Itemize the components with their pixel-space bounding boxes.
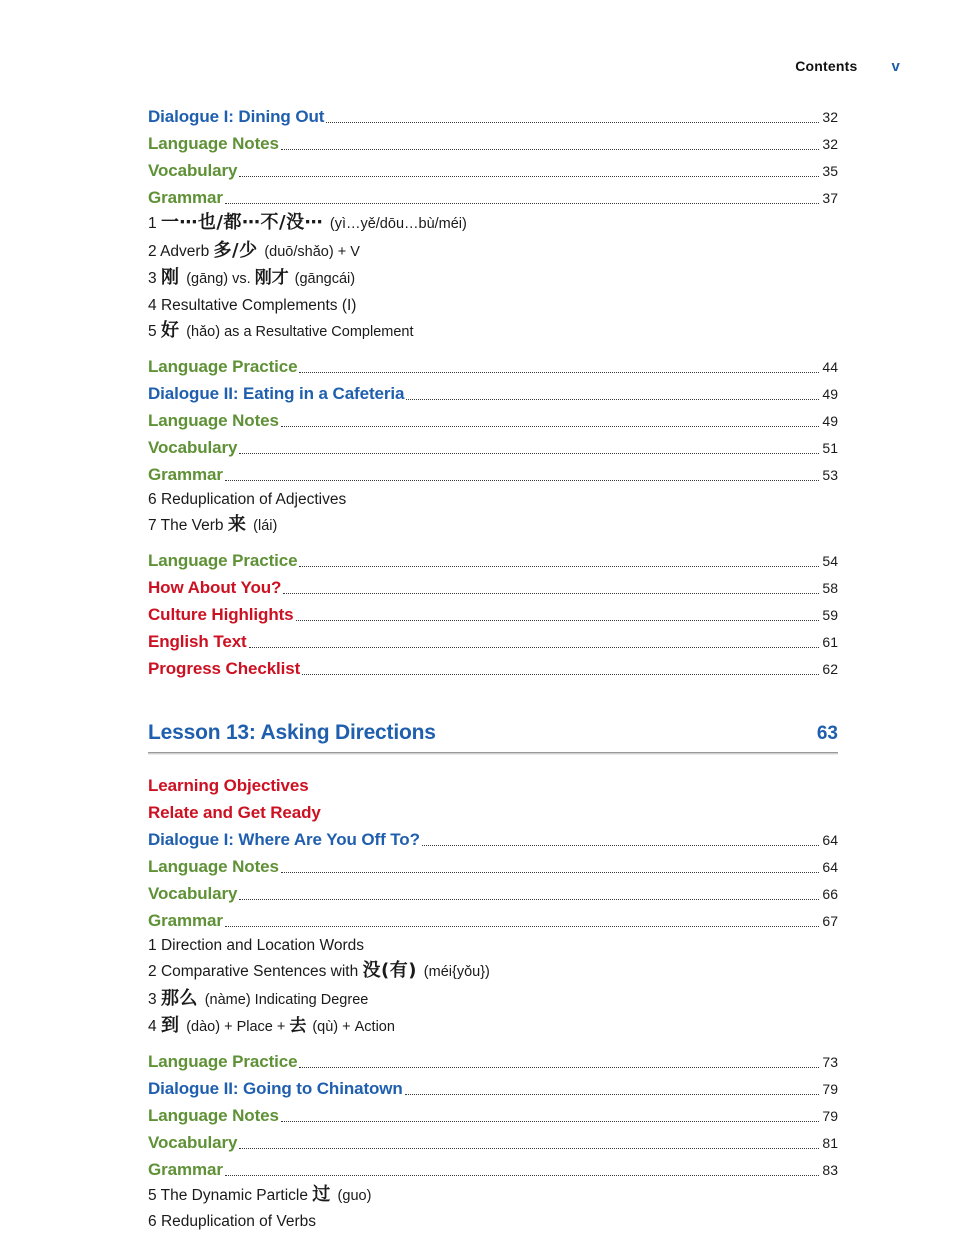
toc-leader-dots — [296, 619, 819, 621]
toc-leader-dots — [239, 1147, 819, 1149]
grammar-item-text: The Dynamic Particle — [160, 1186, 313, 1204]
toc-entry-title: Relate and Get Ready — [148, 802, 321, 822]
grammar-item-number: 3 — [148, 990, 161, 1008]
grammar-item-text: Direction and Location Words — [160, 936, 364, 954]
toc-entry-title: English Text — [148, 631, 247, 651]
toc-entry-vocabulary[interactable] — [148, 431, 838, 458]
toc-entry-page-number: 79 — [822, 1080, 838, 1097]
grammar-list-lesson13-b — [148, 1182, 838, 1235]
toc-leader-dots — [225, 202, 819, 204]
grammar-item-number: 5 — [148, 323, 161, 340]
toc-entry-title: Grammar — [148, 1159, 223, 1179]
toc-entry-page-number: 79 — [822, 1107, 838, 1124]
toc-entry-page-number: 32 — [822, 109, 838, 125]
toc-entry-title: Grammar — [148, 188, 223, 207]
toc-entry-title: Learning Objectives — [148, 775, 309, 795]
toc-group-lesson13-top — [148, 769, 838, 931]
toc-entry-title: Dialogue I: Where Are You Off To? — [148, 829, 420, 849]
grammar-item-4 — [148, 1013, 838, 1041]
grammar-item-number: 1 — [148, 936, 161, 954]
running-head — [795, 58, 900, 75]
toc-leader-dots — [225, 479, 819, 481]
toc-entry-language-notes[interactable] — [148, 404, 838, 431]
toc-entry-relate-and-get-ready[interactable] — [148, 796, 838, 823]
grammar-item-4 — [148, 293, 838, 319]
toc-entry-page-number: 37 — [822, 190, 838, 206]
toc-entry-page-number: 35 — [822, 163, 838, 179]
grammar-item-number: 4 — [148, 1018, 161, 1035]
toc-entry-title: Grammar — [148, 910, 223, 930]
toc-leader-dots — [239, 898, 819, 900]
toc-entry-how-about-you[interactable] — [148, 571, 838, 598]
grammar-item-hanzi: 那么 — [160, 987, 205, 1009]
toc-entry-grammar[interactable] — [148, 181, 838, 208]
grammar-item-2 — [148, 238, 838, 266]
toc-entry-grammar[interactable] — [148, 904, 838, 931]
toc-group-lesson13-mid — [148, 1045, 838, 1180]
toc-leader-dots — [326, 121, 819, 123]
toc-entry-title: Dialogue II: Eating in a Cafeteria — [148, 383, 405, 403]
toc-leader-dots — [302, 673, 819, 675]
toc-entry-grammar[interactable] — [148, 1153, 838, 1180]
toc-leader-dots — [311, 791, 819, 792]
grammar-item-hanzi: 一⋯也/都⋯不/没⋯ — [160, 212, 330, 233]
toc-leader-dots — [406, 398, 819, 400]
toc-entry-page-number: 53 — [822, 466, 838, 483]
lesson-13-heading[interactable] — [148, 721, 838, 745]
toc-entry-page-number: 83 — [822, 1161, 838, 1178]
toc-leader-dots — [405, 1093, 819, 1095]
toc-leader-dots — [249, 646, 819, 648]
toc-entry-language-notes[interactable] — [148, 127, 838, 154]
grammar-item-number: 7 — [148, 517, 161, 534]
toc-leader-dots — [281, 1120, 819, 1122]
toc-entry-title: Grammar — [148, 464, 223, 484]
toc-group-lesson12-part2 — [148, 350, 838, 485]
toc-leader-dots — [239, 452, 819, 454]
toc-leader-dots — [225, 925, 819, 927]
toc-entry-page-number: 32 — [822, 136, 838, 152]
toc-entry-language-notes[interactable] — [148, 1099, 838, 1126]
grammar-item-pinyin: (méi{yǒu}) — [423, 964, 490, 980]
toc-entry-title: Language Notes — [148, 134, 279, 153]
grammar-item-pinyin: (gāng) vs. — [186, 271, 255, 287]
lesson-13-block — [148, 721, 838, 755]
toc-entry-language-practice[interactable] — [148, 350, 838, 377]
grammar-list-lesson12-a — [148, 210, 838, 346]
grammar-item-pinyin-2: (gāngcái) — [294, 271, 356, 287]
grammar-item-6 — [148, 1209, 838, 1235]
toc-entry-page-number: 67 — [822, 912, 838, 929]
grammar-item-hanzi: 到 — [160, 1015, 187, 1036]
toc-leader-dots — [299, 565, 819, 567]
toc-entry-title: Progress Checklist — [148, 658, 301, 678]
toc-leader-dots — [422, 844, 819, 846]
lesson-13-title: Lesson 13: Asking Directions — [148, 720, 436, 744]
toc-entry-dialogue-i-where-are-you-off-to[interactable] — [148, 823, 838, 850]
toc-entry-title: Language Notes — [148, 410, 279, 430]
toc-entry-page-number: 66 — [822, 885, 838, 902]
toc-entry-title: Language Practice — [148, 1051, 298, 1071]
grammar-item-1 — [148, 933, 838, 959]
toc-leader-dots — [323, 818, 819, 819]
toc-leader-dots — [283, 592, 819, 594]
toc-entry-dialogue-i-dining-out[interactable] — [148, 100, 838, 127]
grammar-item-hanzi-2: 去 — [289, 1016, 313, 1036]
grammar-item-text: Resultative Complements (I) — [160, 296, 357, 314]
toc-entry-grammar[interactable] — [148, 458, 838, 485]
toc-leader-dots — [299, 1066, 819, 1068]
toc-entry-page-number: 51 — [822, 439, 838, 456]
toc-entry-culture-highlights[interactable] — [148, 598, 838, 625]
toc-entry-title: Dialogue I: Dining Out — [148, 107, 325, 126]
toc-entry-vocabulary[interactable] — [148, 877, 838, 904]
toc-entry-page-number: 49 — [822, 385, 838, 402]
grammar-item-pinyin: (lái) — [253, 518, 278, 534]
toc-entry-page-number: 58 — [822, 579, 838, 596]
toc-entry-title: Vocabulary — [148, 883, 238, 903]
toc-entry-page-number: 64 — [822, 858, 838, 875]
grammar-item-number: 6 — [148, 490, 161, 508]
grammar-item-hanzi: 多/少 — [213, 239, 265, 261]
toc-entry-title: Culture Highlights — [148, 604, 294, 624]
grammar-item-text: Adverb — [160, 242, 214, 260]
toc-entry-title: Vocabulary — [148, 1132, 238, 1152]
toc-entry-title: Language Notes — [148, 1105, 279, 1125]
toc-entry-learning-objectives[interactable] — [148, 769, 838, 796]
running-head-label: Contents — [795, 58, 858, 74]
grammar-item-number: 4 — [148, 296, 161, 314]
toc-entry-vocabulary[interactable] — [148, 1126, 838, 1153]
toc-entry-page-number: 73 — [822, 1053, 838, 1070]
grammar-item-text: Reduplication of Adjectives — [160, 490, 347, 508]
grammar-item-number: 5 — [148, 1186, 161, 1204]
grammar-item-text: The Verb — [160, 517, 228, 534]
toc-leader-dots — [281, 425, 819, 427]
toc-entry-vocabulary[interactable] — [148, 154, 838, 181]
grammar-item-5 — [148, 1182, 838, 1210]
toc-entry-title: Vocabulary — [148, 437, 238, 457]
grammar-item-hanzi-2: 刚才 — [254, 268, 295, 288]
toc-entry-page-number: 62 — [822, 660, 838, 677]
grammar-item-hanzi: 过 — [312, 1183, 338, 1205]
grammar-item-pinyin: (guo) — [337, 1187, 372, 1204]
toc-entry-title: Dialogue II: Going to Chinatown — [148, 1078, 403, 1098]
toc-entry-title: How About You? — [148, 577, 282, 597]
grammar-list-lesson12-b — [148, 487, 838, 540]
grammar-item-pinyin-2: (qù) + Action — [312, 1019, 395, 1035]
toc-entry-page-number: 59 — [822, 606, 838, 623]
toc-entry-title: Language Practice — [148, 550, 298, 570]
grammar-item-2 — [148, 958, 838, 986]
toc-entry-language-practice[interactable] — [148, 1045, 838, 1072]
toc-leader-dots — [225, 1174, 819, 1176]
grammar-item-number: 3 — [148, 270, 161, 287]
grammar-item-text: Comparative Sentences with — [160, 963, 363, 980]
lesson-13-page-number: 63 — [816, 722, 838, 744]
toc-group-lesson12-part3 — [148, 544, 838, 679]
toc-entry-title: Vocabulary — [148, 161, 238, 180]
grammar-item-3 — [148, 265, 838, 293]
toc-entry-page-number: 81 — [822, 1134, 838, 1151]
toc-content — [148, 100, 838, 1239]
grammar-item-pinyin: (nàme) Indicating Degree — [204, 991, 369, 1008]
toc-leader-dots — [281, 871, 819, 873]
grammar-item-text: Reduplication of Verbs — [160, 1213, 317, 1230]
toc-group-lesson12-part1 — [148, 100, 838, 208]
grammar-item-hanzi: 来 — [227, 514, 254, 535]
toc-leader-dots — [299, 371, 819, 373]
toc-entry-page-number: 49 — [822, 412, 838, 429]
toc-entry-language-practice[interactable] — [148, 544, 838, 571]
toc-entry-title: Language Practice — [148, 356, 298, 376]
toc-entry-title: Language Notes — [148, 856, 279, 876]
grammar-item-1 — [148, 210, 838, 238]
toc-entry-page-number: 64 — [822, 831, 838, 848]
grammar-item-number: 6 — [148, 1213, 161, 1230]
grammar-item-hanzi: 刚 — [160, 267, 187, 288]
toc-entry-english-text[interactable] — [148, 625, 838, 652]
toc-leader-dots — [281, 148, 819, 150]
lesson-13-divider — [148, 752, 838, 755]
running-head-folio: v — [891, 58, 900, 75]
grammar-item-pinyin: (dào) + Place + — [186, 1019, 290, 1035]
toc-entry-page-number: 54 — [822, 552, 838, 569]
toc-entry-page-number: 44 — [822, 358, 838, 375]
grammar-item-hanzi: 好 — [160, 320, 187, 341]
grammar-item-6 — [148, 487, 838, 513]
toc-entry-dialogue-ii-going-to-chinatown[interactable] — [148, 1072, 838, 1099]
toc-entry-dialogue-ii-eating-in-a-cafeteria[interactable] — [148, 377, 838, 404]
grammar-item-number: 1 — [148, 215, 161, 232]
grammar-item-hanzi: 没(有) — [362, 960, 424, 981]
grammar-item-7 — [148, 512, 838, 540]
toc-entry-language-notes[interactable] — [148, 850, 838, 877]
grammar-item-5 — [148, 318, 838, 346]
grammar-item-pinyin: (yì…yě/dōu…bù/méi) — [329, 216, 467, 232]
toc-leader-dots — [239, 175, 819, 177]
grammar-item-3 — [148, 986, 838, 1014]
grammar-item-number: 2 — [148, 963, 161, 980]
grammar-list-lesson13-a — [148, 933, 838, 1041]
toc-entry-page-number: 61 — [822, 633, 838, 650]
grammar-item-number: 2 — [148, 242, 161, 260]
grammar-item-pinyin: (duō/shǎo) + V — [264, 243, 360, 260]
toc-entry-progress-checklist[interactable] — [148, 652, 838, 679]
grammar-item-pinyin: (hǎo) as a Resultative Complement — [186, 324, 414, 340]
